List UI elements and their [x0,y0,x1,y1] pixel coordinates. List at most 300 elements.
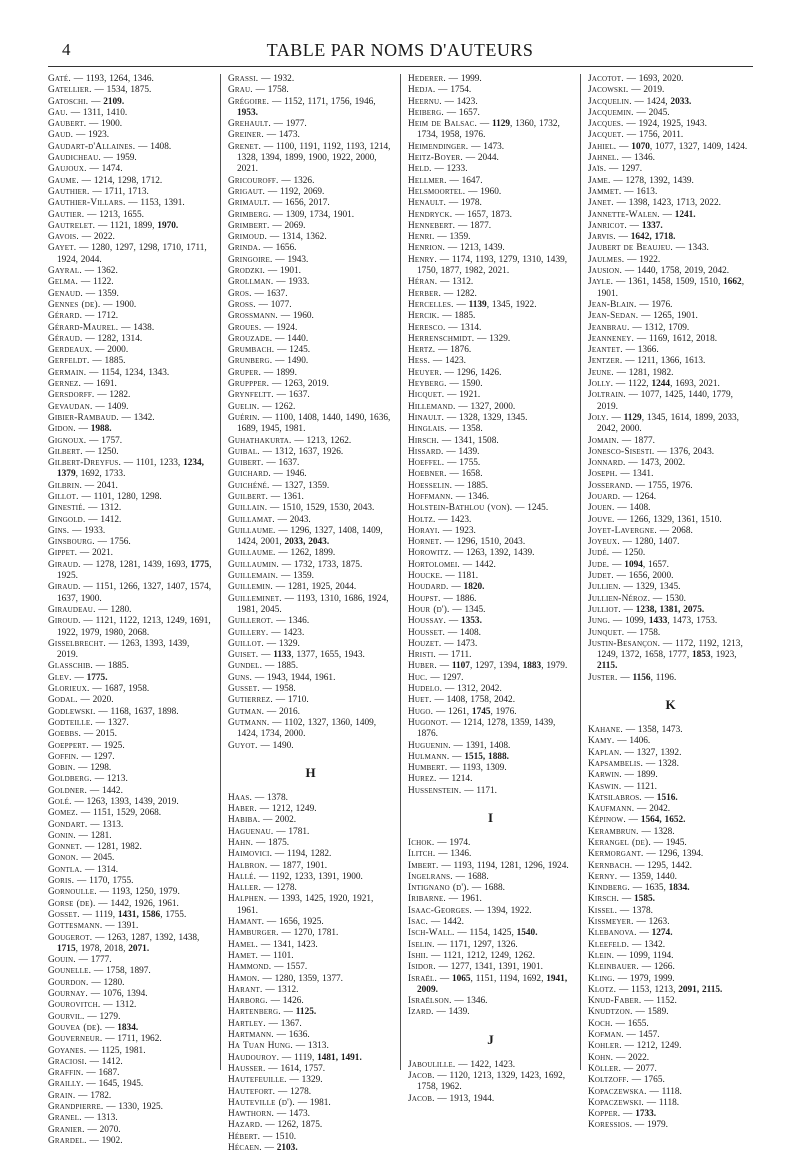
page-refs: 1877. [634,435,655,446]
page-refs: 1473. [278,130,300,141]
page-refs: 1943. [287,254,309,265]
index-entry: Grunberg. — 1490. [228,356,309,367]
page-refs: , 1755. [160,909,187,920]
page-refs: 1961. [460,894,482,905]
page-refs: 1154, 1425, [469,928,517,939]
index-entry: Israël. — 1065, 1151, 1194, 1692, 1941, 2009. [408,973,568,995]
main-page-ref: 2091, 2115. [678,984,723,995]
index-entry: Jahnel. — 1346. [588,153,655,164]
index-entry: Grodzki. — 1901. [228,266,301,277]
index-entry: Grau. — 1758. [228,85,289,96]
author-name: Ingelrans. [408,871,453,882]
index-entry: Gillot. — 1101, 1280, 1298. [48,491,162,502]
author-name: Gornoulle. [48,887,97,898]
author-name: Grandpierre. [48,1102,104,1113]
author-name: Hamburger. [228,928,279,939]
index-entry: Hornet. — 1296, 1510, 2043. [408,537,526,548]
author-name: Hartmann. [228,1030,274,1041]
index-entry: Jaboulille. — 1422, 1423. [408,1059,516,1070]
page-refs: 1933. [84,525,106,536]
author-name: Gaume. [48,175,79,186]
author-name: Grumbach. [228,345,275,356]
author-name: Guns. [228,672,253,683]
index-entry: Jouen. — 1408. [588,503,651,514]
page-refs: , 1297, 1394, [469,661,523,672]
page-refs: 1755. [459,458,481,469]
page-refs: 1899. [636,770,658,781]
index-entry: Jacotot. — 1693, 2020. [588,74,684,84]
page-refs: 1327, 1359. [284,480,330,491]
page-refs: 1345. [464,604,486,615]
page-refs: 1711, 1713. [104,186,149,197]
index-entry: Hazard. — 1262, 1875. [228,1120,323,1131]
author-name: Kissel. [588,905,618,916]
index-entry: Hurez. — 1214. [408,774,473,785]
author-name: Germain. [48,367,87,378]
author-name: Kaufmann. [588,804,635,815]
page-refs: 1925. [103,740,125,751]
page-refs: 1589. [647,1007,669,1018]
index-entry: Huet. — 1408, 1758, 2042. [408,695,516,706]
index-entry: Gevaudan. — 1409. [48,401,129,412]
author-name: Gauthier. [48,186,90,197]
page-refs: 1263, 1393, 1439, 2019. [57,638,190,661]
page-refs: , 1151, 1194, 1692, [470,973,547,984]
author-name: Gruper. [228,367,262,378]
index-entry: Jacowski. — 2019. [588,85,665,96]
index-entry: Gornoulle. — 1193, 1250, 1979. [48,887,180,898]
index-entry: Jomain. — 1877. [588,435,655,446]
index-entry: Intignano (d'). — 1688. [408,883,505,894]
page-refs: 1118. [658,1097,680,1108]
author-name: Horowitz. [408,548,452,559]
page-refs: 1712. [97,311,119,322]
author-name: Guiset. [228,650,259,661]
index-entry: Kopper. — 1733. [588,1109,657,1120]
author-name: Giraud. [48,559,81,570]
index-entry: Jouard. — 1264. [588,491,657,502]
page-refs: 1309, 1734, 1901. [285,209,355,220]
index-entry: Hamon. — 1280, 1359, 1377. [228,973,343,984]
page-refs: 1901. [280,266,301,277]
author-name: Henrion. [408,243,446,254]
page-refs: 2022. [628,1052,650,1063]
page-refs: 1442. [101,785,123,796]
author-name: Guichéné. [228,480,270,491]
author-name: Josserand. [588,480,633,491]
author-name: Joyet-Lavergne. [588,525,657,536]
page-refs: 1409. [107,401,129,412]
page-refs: 1442. [474,559,496,570]
page-title: TABLE PAR NOMS D'AUTEURS [266,40,534,60]
index-entry: Habiba. — 2002. [228,815,297,826]
page-refs: 1213, 1655. [99,209,144,220]
author-name: Houssay. [408,616,447,627]
index-entry: Hahn. — 1875. [228,838,290,848]
main-page-ref: 1715 [57,943,76,954]
main-page-ref: 1337. [641,220,663,231]
page-refs: 2077. [635,1063,657,1074]
index-entry: Jean-Sedan. — 1265, 1901. [588,311,698,322]
page-refs: 1121. [636,781,657,792]
page-refs: 1121, 1899, [110,220,158,231]
author-name: Hugo. [408,706,434,717]
page-refs: 1101, 1233, [135,458,184,469]
author-name: Héran. [408,277,438,288]
index-entry: Isac. — 1442. [408,917,464,928]
page-refs: 1960. [292,311,314,322]
index-entry: Gérard-Maurel. — 1438. [48,322,155,333]
author-name: Grailly. [48,1079,84,1090]
index-entry: Jeantet. — 1366. [588,345,659,356]
author-name: Hercelles. [408,299,454,310]
author-name: Gricouroff. [228,175,279,186]
author-name: Gruppper. [228,379,270,390]
index-entry: Izard. — 1439. [408,1007,470,1018]
author-name: Jarvis. [588,232,616,243]
index-entry: Goldberg. — 1213. [48,774,128,785]
author-name: Jahiel. [588,141,617,152]
page-refs: 1958. [274,684,296,695]
author-name: Grimault. [228,198,271,209]
index-entry: Houpst. — 1886. [408,593,477,604]
author-name: Intignano (d'). [408,883,470,894]
index-entry: Gignoux. — 1757. [48,435,123,446]
index-columns [48,74,753,1154]
main-page-ref: 1094 [624,559,643,570]
page-refs: 1151, 1266, 1327, 1407, 1574, 1637, 1900. [57,582,212,604]
index-entry: Haller. — 1278. [228,883,297,894]
author-name: Goffin. [48,751,79,762]
page-refs: 1250. [97,446,119,457]
index-entry: Huguenin. — 1391, 1408. [408,740,511,751]
author-name: Hébert. [228,1131,261,1142]
index-entry: Hercik. — 1885. [408,311,476,322]
page-refs: 1119, [294,1052,318,1063]
index-entry: Gaubert. — 1900. [48,119,123,130]
author-name: Jeanbrau. [588,322,630,333]
index-entry: Gutman. — 2016. [228,706,300,717]
author-name: Jonnard. [588,458,626,469]
author-name: Hartenberg. [228,1007,281,1018]
index-entry: Iselin. — 1171, 1297, 1326. [408,939,518,950]
author-name: Hennebert. [408,220,456,231]
author-name: Gorse (de). [48,898,96,909]
page-refs: 1510. [275,1131,297,1142]
page-refs: 1328. [657,758,679,769]
page-refs: 1885. [104,356,126,367]
page-refs: 1530. [665,593,686,604]
index-entry: Klein. — 1099, 1194. [588,950,674,961]
page-refs: 1122, [628,379,652,390]
index-entry: Justin-Besançon. — 1172, 1192, 1213, 1249, 1372, 1658, 1777, 1853, 1923, 2115. [588,638,743,672]
author-name: Hurez. [408,774,437,785]
author-name: Gaubert. [48,119,87,130]
page-refs: 1346. [288,616,310,627]
page-refs: 1193, 1194, 1281, 1296, 1924. [453,860,569,871]
author-name: Heitz-Boyer. [408,153,463,164]
page-refs: 1885. [467,480,488,491]
author-name: Jacob. [408,1093,435,1104]
author-name: Junquet. [588,627,625,638]
author-name: Justin-Besançon. [588,638,661,649]
author-name: Grossmann. [228,311,278,322]
index-entry: Gusset. — 1958. [228,684,296,695]
index-entry: Gayet. — 1280, 1297, 1298, 1710, 1711, 1924, 2044. [48,243,207,265]
index-entry: Golé. — 1263, 1393, 1439, 2019. [48,797,179,807]
index-entry: Képinow. — 1564, 1652. [588,815,686,826]
author-name: Jullien-Néroz. [588,593,651,604]
index-entry: Hébert. — 1510. [228,1131,297,1142]
index-entry: Heresco. — 1314. [408,322,482,333]
author-name: Hornet. [408,537,442,548]
index-entry: Guillemain. — 1359. [228,571,314,582]
page-refs: 1233. [446,164,468,175]
index-entry: Hartmann. — 1636. [228,1030,310,1041]
main-page-ref: 1820. [463,582,485,593]
index-entry: Guillaume. — 1262, 1899. [228,548,336,559]
page-refs: 1262, 1875. [277,1120,323,1131]
index-entry: Jarvis. — 1642, 1718. [588,232,676,243]
author-name: Guillemin. [228,582,273,593]
index-entry: Grinda. — 1656. [228,243,297,254]
page-refs: 1277, 1341, 1391, 1901. [450,962,543,973]
author-name: Gaud. [48,130,74,141]
page-refs: 1245. [289,345,311,356]
index-entry: Hautefort. — 1278. [228,1086,312,1097]
page-refs: 2068. [671,525,693,536]
author-name: Houpst. [408,593,441,604]
index-column [408,74,573,1104]
index-entry: Grain. — 1782. [48,1090,112,1101]
page-refs: 1327. [107,717,129,728]
author-name: Gilbert. [48,446,83,457]
page-refs: 1442, 1926, 1961. [110,898,179,909]
page-refs: 1391. [117,921,139,932]
index-entry: Grossmann. — 1960. [228,311,314,322]
index-entry: Kopaczewska. — 1118. [588,1086,682,1097]
index-entry: Henry. — 1174, 1193, 1279, 1310, 1439, 1750, 1877, 1982, 2021. [408,254,568,277]
page-refs: 1076, 1394. [102,989,148,1000]
index-entry: Gilbert. — 1250. [48,446,119,457]
index-entry: Giraud. — 1151, 1266, 1327, 1407, 1574, 1637, 1900. [48,582,212,604]
page-refs: 1979, 1999. [629,973,675,984]
author-name: Heuyer. [408,367,442,378]
page-refs: 1473. [483,141,505,152]
author-name: Kissmeyer. [588,917,634,928]
author-name: Hristi. [408,650,436,661]
index-entry: Jeanbrau. — 1312, 1709. [588,322,690,333]
author-name: Guibert. [228,458,264,469]
index-entry: Heiberg. — 1657. [408,107,480,118]
author-name: Grollman. [228,277,274,288]
author-name: Guillaume. [228,548,276,559]
index-entry: Gonon. — 2045. [48,853,115,864]
page-refs: 1172, 1192, 1213, 1249, 1372, 1658, 1777, [597,638,743,661]
page-refs: 1119, [94,909,118,920]
page-refs: 1193, 1250, 1979. [111,887,180,898]
page-refs: 1278. [290,1086,312,1097]
index-entry: Hoebner. — 1658. [408,469,483,480]
page-refs: 1328, 1329, 1345. [459,412,528,423]
author-name: Hamon. [228,973,260,984]
index-entry: Guillerot. — 1346. [228,616,310,627]
author-name: Julliot. [588,604,621,615]
page-refs: 1656, 2017. [285,198,330,209]
index-entry: Gaume. — 1214, 1298, 1712. [48,175,163,186]
author-name: Helsmoortel. [408,186,466,197]
page-refs: 1637. [278,458,300,469]
index-entry: Géraud. — 1282, 1314. [48,333,143,344]
author-name: Joly. [588,412,609,423]
author-name: Kernbach. [588,860,633,871]
page-refs: 1590. [461,379,483,390]
author-name: Huguenin. [408,740,451,751]
page-refs: 1885. [277,661,299,672]
author-name: Goebbs. [48,729,82,740]
page-refs: 1777. [90,955,112,966]
main-page-ref: 1125. [295,1007,317,1018]
page-refs: , 1979. [541,661,568,672]
index-entry: Jaulmes. — 1922. [588,254,661,265]
index-entry: Godteille. — 1327. [48,717,129,728]
index-entry: Juster. — 1156, 1196. [588,672,677,683]
index-entry: Gourdon. — 1280. [48,977,125,988]
index-entry: Hussenstein. — 1171. [408,785,497,796]
index-entry: Guelin. — 1262. [228,401,296,412]
author-name: Glev. [48,672,72,683]
index-entry: Kaufmann. — 2042. [588,804,671,815]
author-name: Grardel. [48,1135,87,1146]
page-refs: 1361. [282,491,304,502]
author-name: Jahnel. [588,153,620,164]
index-entry: Hammond. — 1557. [228,962,308,973]
index-entry: Joly. — 1129, 1345, 1614, 1899, 2033, 2042, 2000. [588,412,739,435]
index-entry: Gounelle. — 1758, 1897. [48,966,151,977]
author-name: Kohn. [588,1052,614,1063]
index-entry: Guichard. — 1946. [228,469,307,480]
index-entry: Klebanova. — 1274. [588,928,673,939]
index-entry: Gatoschi. — 2109. [48,96,125,107]
author-name: Heim de Balsac. [408,119,477,130]
index-entry: Jonesco-Sisesti. — 1376, 2043. [588,446,715,457]
index-entry: Houcke. — 1181. [408,571,479,582]
page-refs: 1943, 1944, 1961. [267,672,336,683]
page-refs: 1313. [307,1041,329,1052]
author-name: Gevaudan. [48,401,93,412]
author-name: Henri. [408,232,435,243]
main-page-ref: 1515, 1888. [464,751,509,762]
main-page-ref: 1065 [451,973,471,984]
page-refs: 1343. [687,243,709,254]
author-name: Jonesco-Sisesti. [588,446,655,457]
index-entry: Gingold. — 1412. [48,514,122,525]
index-entry: Granel. — 1313. [48,1113,118,1124]
author-name: Kopaczewski. [588,1097,644,1108]
index-entry: Hausser. — 1614, 1757. [228,1063,326,1074]
author-name: Hirsch. [408,435,440,446]
page-refs: 1329, 1345. [635,582,681,593]
page-refs: 1266. [653,962,675,973]
index-entry: Guillaume. — 1296, 1327, 1408, 1409, 1424, 2001, 2033, 2043. [228,525,383,548]
page-refs: 1342. [133,412,155,423]
author-name: Hellmer. [408,175,447,186]
page-refs: 1297. [621,164,643,175]
author-name: Heresco. [408,322,446,333]
author-name: Hoesselin. [408,480,453,491]
page-refs: 1213. [106,774,128,785]
author-name: Grouzade. [228,333,273,344]
index-entry: Joltrain. — 1077, 1425, 1440, 1779, 2019. [588,390,733,412]
author-name: Guibal. [228,446,260,457]
page-refs: 1877, 1901. [282,860,328,871]
index-entry: Heimendinger. — 1473. [408,141,505,152]
index-entry: Kermorgant. — 1296, 1394. [588,849,704,860]
page-refs: 2021. [92,548,113,559]
index-entry: Haimovici. — 1194, 1282. [228,849,332,860]
page-refs: 1346. [466,996,488,1007]
page-refs: 1391, 1408. [465,740,511,751]
index-entry: Gernez. — 1691. [48,379,117,390]
index-entry: Kopaczewski. — 1118. [588,1097,680,1108]
author-name: Gillot. [48,491,79,502]
main-page-ref: 1234, 1379 [57,458,204,480]
author-name: Hinglais. [408,424,447,435]
index-entry: Hudelo. — 1312, 2042. [408,684,502,695]
index-entry: Jacquemin. — 2045. [588,107,670,118]
author-name: Hortolomei. [408,559,460,570]
author-name: Jean-Blain. [588,299,637,310]
author-name: Jammet. [588,186,622,197]
page-refs: 1153, 1213, [631,984,679,995]
main-page-ref: 1564, 1652. [640,815,686,826]
page-refs: 1263, 2019. [284,379,329,390]
main-page-ref: 1642, 1718. [630,232,676,243]
author-name: Ilitch. [408,849,436,860]
author-name: Grimoud. [228,232,268,243]
index-entry: Guibert. — 1637. [228,458,300,469]
index-entry: Genaud. — 1359. [48,288,119,299]
page-refs: 2070. [99,1124,121,1135]
page-refs: 1359, 1440. [632,871,677,882]
author-name: Kindberg. [588,883,630,894]
index-entry: Kissel. — 1378. [588,905,653,916]
author-name: Hertz. [408,345,436,356]
author-name: Klebanova. [588,928,637,939]
author-name: Gerdeaux. [48,345,93,356]
page-refs: 2016. [279,706,300,717]
page-refs: 1263. [648,917,670,928]
author-name: Jentzer. [588,356,623,367]
author-name: Gau. [48,107,68,118]
author-name: Giraudeau. [48,604,96,615]
author-name: Haguenau. [228,826,274,837]
author-name: Jacob. [408,1071,435,1082]
index-entry: Gaudicheau. — 1959. [48,153,137,164]
index-entry: Goyanes. — 1125, 1981. [48,1045,146,1056]
author-name: Jaïs. [588,164,607,175]
index-entry: Grimoud. — 1314, 1362. [228,232,327,243]
author-name: Hamel. [228,939,259,950]
main-page-ref: 1775. [86,672,108,683]
page-refs: , 1693, 2021. [670,379,720,390]
author-name: Kaswin. [588,781,622,792]
index-entry: Grynfeltt. — 1637. [228,390,310,401]
author-name: Hercik. [408,311,440,322]
page-refs: 1312, 1637, 1926. [274,446,344,457]
index-entry: Jullien-Néroz. — 1530. [588,593,686,604]
author-name: Grain. [48,1090,76,1101]
